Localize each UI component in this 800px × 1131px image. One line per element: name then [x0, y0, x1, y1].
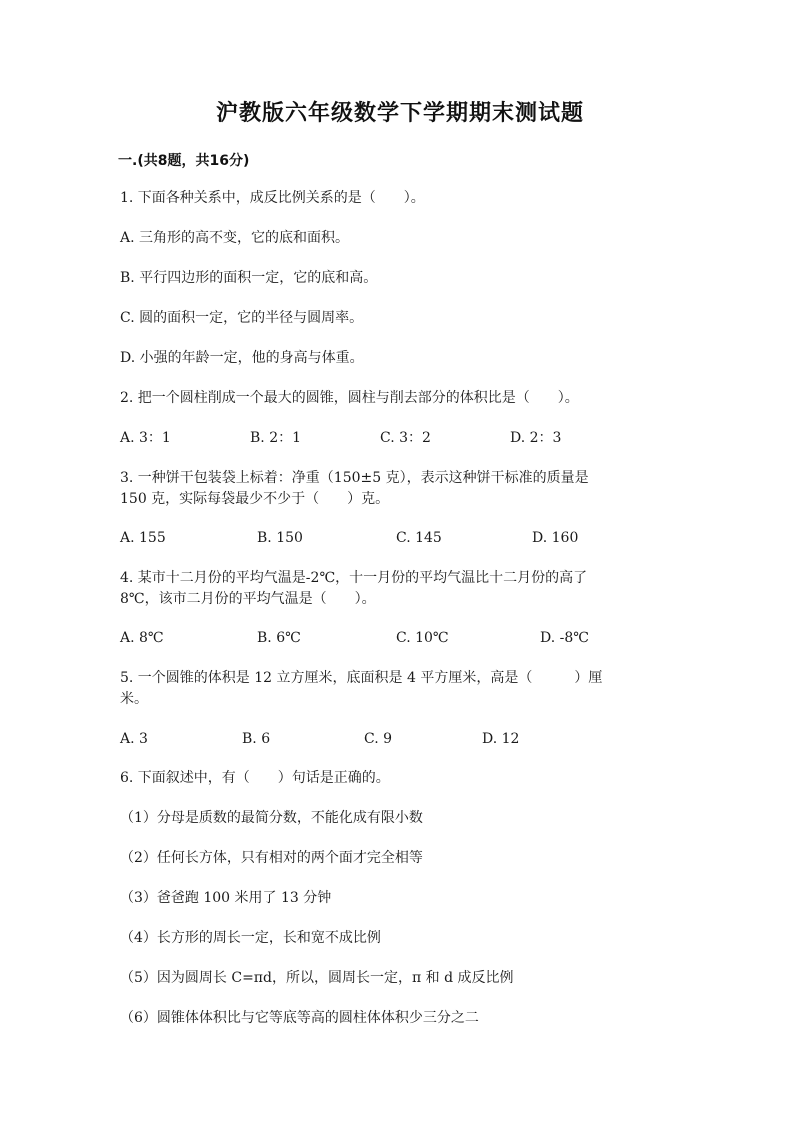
question-6-stem: 6. 下面叙述中，有（ ）句话是正确的。	[120, 770, 390, 786]
question-5-option-b: B. 6	[242, 731, 271, 747]
question-4-option-c: C. 10℃	[396, 630, 449, 646]
question-5-stem-line-1: 5. 一个圆锥的体积是 12 立方厘米，底面积是 4 平方厘米，高是（ ）厘	[120, 670, 603, 686]
question-5-option-d: D. 12	[482, 731, 520, 747]
question-4-option-a: A. 8℃	[120, 630, 164, 646]
question-5-stem-line-2: 米。	[120, 691, 148, 707]
question-2-option-d: D. 2：3	[510, 430, 562, 446]
question-5-option-a: A. 3	[120, 731, 148, 747]
question-3-stem-line-1: 3. 一种饼干包装袋上标着：净重（150±5 克），表示这种饼干标准的质量是	[120, 470, 589, 486]
question-6-statement-1: （1）分母是质数的最简分数，不能化成有限小数	[120, 810, 423, 826]
question-6-statement-4: （4）长方形的周长一定，长和宽不成比例	[120, 930, 381, 946]
question-2-option-c: C. 3：2	[380, 430, 431, 446]
section-heading: 一.(共8题，共16分)	[118, 153, 250, 169]
question-2-option-a: A. 3：1	[120, 430, 171, 446]
question-1-stem: 1. 下面各种关系中，成反比例关系的是（ ）。	[120, 190, 425, 206]
question-1-option-b: B. 平行四边形的面积一定，它的底和高。	[120, 270, 378, 286]
question-2-stem: 2. 把一个圆柱削成一个最大的圆锥，圆柱与削去部分的体积比是（ ）。	[120, 390, 579, 406]
question-4-stem-line-2: 8℃，该市二月份的平均气温是（ ）。	[120, 591, 376, 607]
question-3-option-d: D. 160	[532, 530, 579, 546]
page-title: 沪教版六年级数学下学期期末测试题	[215, 101, 584, 126]
question-3-stem-line-2: 150 克，实际每袋最少不少于（ ）克。	[120, 491, 390, 507]
question-3-option-b: B. 150	[257, 530, 303, 546]
question-6-statement-5: （5）因为圆周长 C=πd，所以，圆周长一定，π 和 d 成反比例	[120, 970, 514, 986]
question-6-statement-6: （6）圆锥体体积比与它等底等高的圆柱体体积少三分之二	[120, 1010, 479, 1026]
question-4-stem-line-1: 4. 某市十二月份的平均气温是-2℃，十一月份的平均气温比十二月份的高了	[120, 570, 588, 586]
question-6-statement-2: （2）任何长方体，只有相对的两个面才完全相等	[120, 850, 423, 866]
question-4-option-b: B. 6℃	[257, 630, 301, 646]
question-3-option-a: A. 155	[120, 530, 166, 546]
question-1-option-a: A. 三角形的高不变，它的底和面积。	[120, 230, 350, 246]
question-5-option-c: C. 9	[364, 731, 393, 747]
question-1-option-d: D. 小强的年龄一定，他的身高与体重。	[120, 350, 364, 366]
question-4-option-d: D. -8℃	[540, 630, 589, 646]
question-1-option-c: C. 圆的面积一定，它的半径与圆周率。	[120, 310, 364, 326]
question-2-option-b: B. 2：1	[250, 430, 302, 446]
question-3-option-c: C. 145	[396, 530, 442, 546]
question-6-statement-3: （3）爸爸跑 100 米用了 13 分钟	[120, 890, 332, 906]
